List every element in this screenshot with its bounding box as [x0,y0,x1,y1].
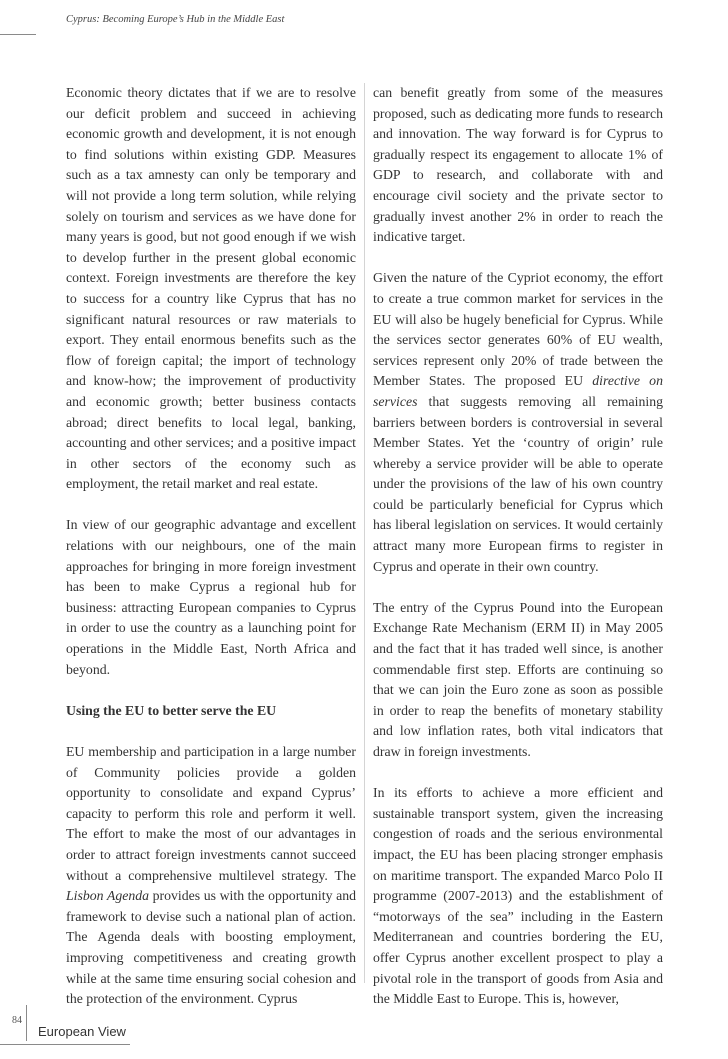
column-divider [364,83,365,983]
page-number-rule [26,1005,27,1041]
publication-title: European View [38,1024,126,1039]
paragraph [66,742,356,1010]
header-rule [0,34,36,35]
paragraph [373,268,663,577]
text-run: provides us with the opportunity and framework to devise such a national plan of action. The Agenda deals with boosting employment, improving competitiveness and creating growth while at the same time ensuring social cohesion and the protection of the environment. Cyprus [66,888,356,1007]
italic-title: Lisbon Agenda [66,888,150,904]
running-header: Cyprus: Becoming Europe’s Hub in the Middle East [66,14,285,25]
page-number: 84 [12,1015,22,1026]
italic-term: directive on services [373,373,663,409]
paragraph: In view of our geographic advantage and excellent relations with our neighbours, one of the main approaches for bringing in more foreign investment has been to make Cyprus a regional hub for business: attracting European companies to Cyprus in order to use the country as a launching point for operations in the Middle East, North Africa and beyond. [66,517,356,677]
paragraph: can benefit greatly from some of the measures proposed, such as dedicating more funds to research and innovation. The way forward is for Cyprus to gradually respect its engagement to allocate 1% of GDP to research, and collaborate with and encourage civil society and the private sector to gradually invest another 2% in order to reach the indicative target. [373,85,663,245]
left-column [66,83,356,1010]
paragraph: Economic theory dictates that if we are to resolve our deficit problem and succeed in achieving economic growth and development, it is not enough to find solutions within existing GDP. Measures such as a tax amnesty can only be temporary and will not provide a long term solution, while relying solely on tourism and services as we have done for many years is good, but not good enough if we wish to develop further in the present global economic context. Foreign investments are therefore the key to success for a country like Cyprus that has no significant natural resources or raw materials to export. They entail enormous benefits such as the flow of foreign capital; the import of technology and know-how; the improvement of productivity and economic growth; better business contacts abroad; direct benefits to local legal, banking, accounting and other services; and a positive impact in other sectors of the economy such as employment, the retail market and real estate. [66,85,356,492]
footer-rule [0,1044,130,1045]
paragraph: In its efforts to achieve a more efficient and sustainable transport system, given the increasing congestion of roads and the serious environmental impact, the EU has been placing stronger emphasis on maritime transport. The expanded Marco Polo II programme (2007-2013) and the establishment of “motorways of the sea” including in the Eastern Mediterranean and countries bordering the EU, offer Cyprus another excellent prospect to play a pivotal role in the transport of goods from Asia and the Middle East to Europe. This is, however, [373,785,663,1007]
paragraph: The entry of the Cyprus Pound into the European Exchange Rate Mechanism (ERM II) in May 2005 and the fact that it has traded well since, is another commendable first step. Efforts are continuing so that we can join the Euro zone as soon as possible in order to reap the benefits of monetary stability and low inflation rates, both vital indicators that draw in foreign investments. [373,599,663,759]
text-run: that suggests removing all remaining barriers between borders is controversial in several Member States. Yet the ‘country of origin’ rule whereby a service provider will be able to operate under the provisions of the law of his own country could be particularly beneficial for Cyprus which has liberal legislation on services. It would certainly attract many more European firms to register in Cyprus and operate in their own country. [373,393,663,574]
right-column [373,83,663,1010]
text-run: Given the nature of the Cypriot economy, the effort to create a true common market for services in the EU will also be hugely beneficial for Cyprus. While the services sector generates 60% of EU wealth, services represent only 20% of trade between the Member States. The proposed EU [373,270,663,389]
text-run: EU membership and participation in a large number of Community policies provide a golden opportunity to consolidate and expand Cyprus’ capacity to perform this role and perform it well. The effort to make the most of our advantages in order to attract foreign investments cannot succeed without a comprehensive multilevel strategy. The [66,744,356,883]
section-heading: Using the EU to better serve the EU [66,702,277,718]
